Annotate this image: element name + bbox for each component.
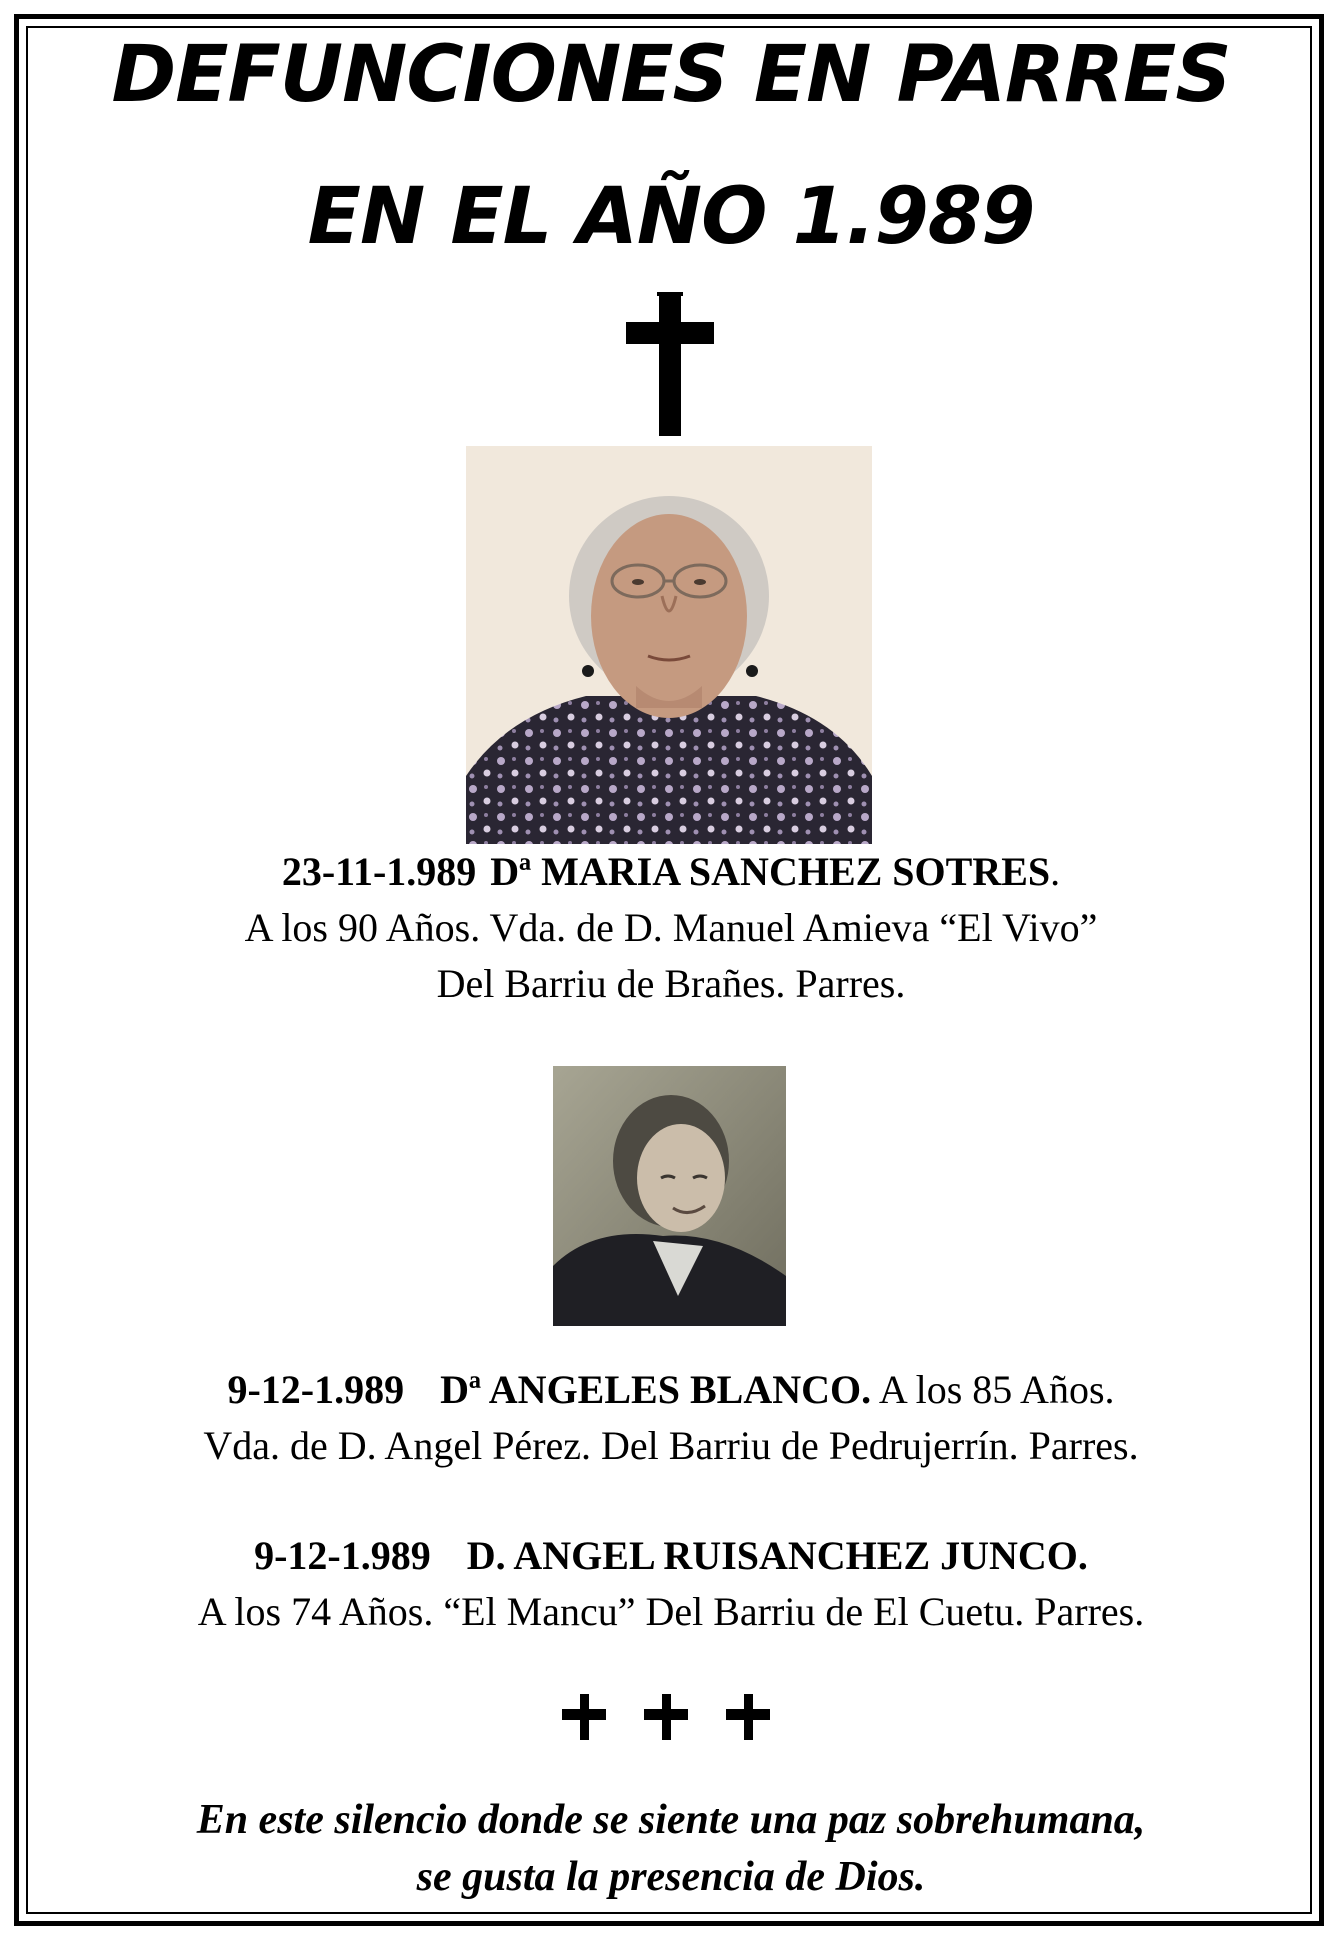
obituary-entry-2 xyxy=(60,1362,1282,1474)
three-crosses-icon xyxy=(562,1694,780,1740)
cross-icon xyxy=(626,292,714,436)
entry-date: 9-12-1.989 xyxy=(227,1367,405,1412)
entry-name: D. ANGEL RUISANCHEZ JUNCO. xyxy=(466,1533,1088,1578)
entry-date: 23-11-1.989 xyxy=(281,849,477,894)
closing-quote xyxy=(60,1792,1282,1905)
quote-line-2: se gusta la presencia de Dios. xyxy=(416,1853,926,1900)
page-title-line-1: DEFUNCIONES EN PARRES xyxy=(111,30,1231,120)
entry-name-end: . xyxy=(1050,849,1061,894)
entry-date: 9-12-1.989 xyxy=(254,1533,431,1578)
entry-name: Dª ANGELES BLANCO. xyxy=(440,1367,872,1412)
entry-name: Dª MARIA SANCHEZ SOTRES xyxy=(490,849,1051,894)
portrait-angeles-blanco xyxy=(553,1066,786,1326)
page-title-line-2: EN EL AÑO 1.989 xyxy=(307,172,1035,262)
entry-details: A los 90 Años. Vda. de D. Manuel Amieva “El Vivo” xyxy=(244,905,1098,950)
entry-details: A los 74 Años. “El Mancu” Del Barriu de El Cuetu. Parres. xyxy=(197,1589,1145,1634)
entry-age: A los 85 Años. xyxy=(878,1367,1115,1412)
portrait-maria-sanchez-sotres xyxy=(466,446,872,844)
quote-line-1: En este silencio donde se siente una paz sobrehumana, xyxy=(196,1797,1146,1843)
obituary-entry-3 xyxy=(60,1528,1282,1640)
obituary-entry-1 xyxy=(60,844,1282,1012)
entry-details: Vda. de D. Angel Pérez. Del Barriu de Pedrujerrín. Parres. xyxy=(203,1423,1139,1468)
entry-locality: Del Barriu de Brañes. Parres. xyxy=(436,961,906,1006)
